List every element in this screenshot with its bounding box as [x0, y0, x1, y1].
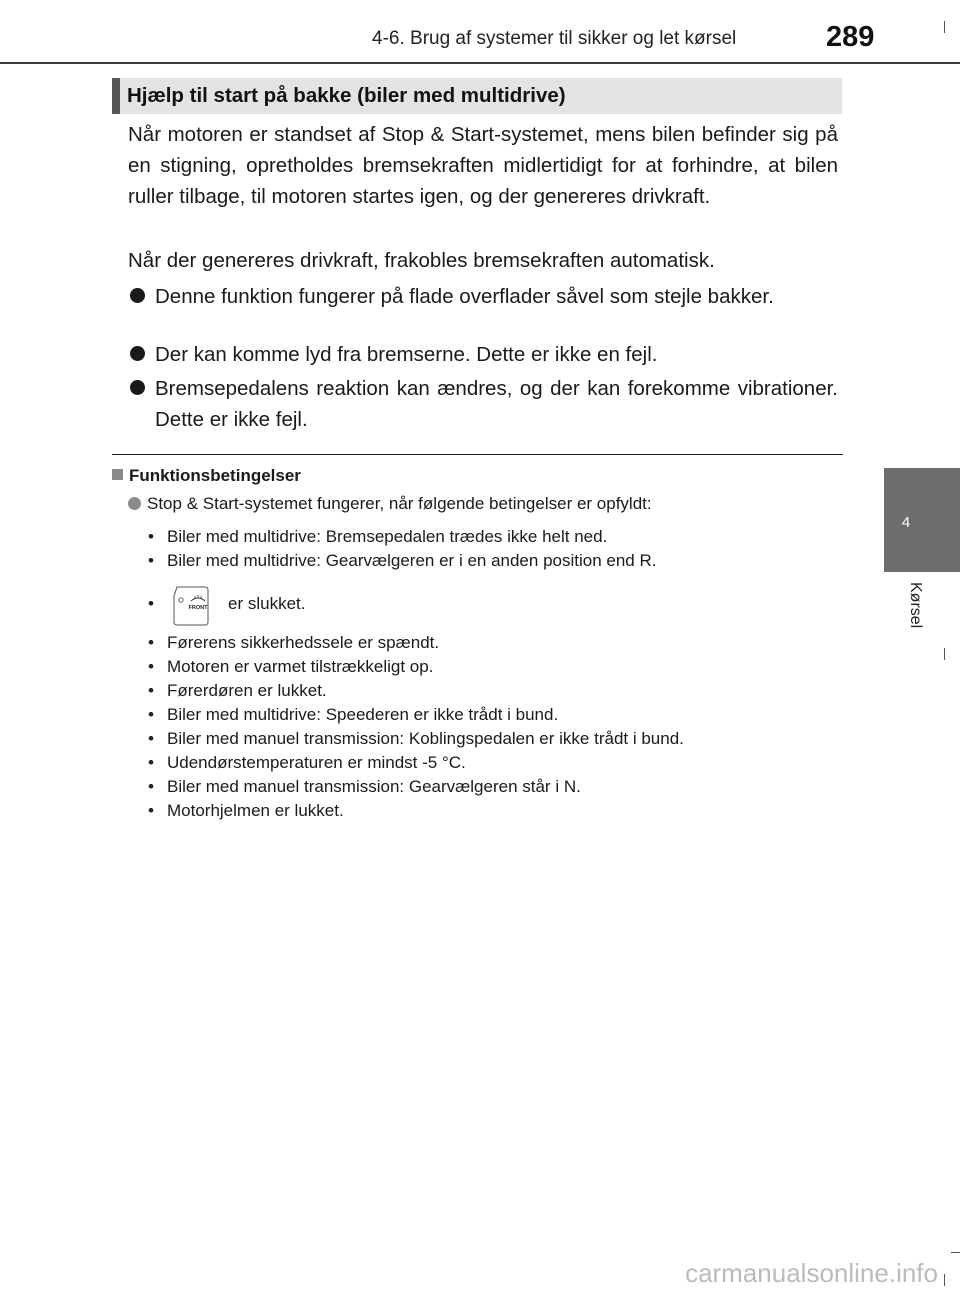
bullet-item [130, 339, 838, 370]
chapter-label [904, 582, 924, 642]
condition-item: • Biler med manuel transmission: Koblingspedalen er ikke trådt i bund. [148, 727, 684, 751]
conditions-intro [128, 494, 652, 514]
condition-item: • Biler med multidrive: Gearvælgeren er i en anden position end R. [148, 549, 656, 573]
section-heading-text: Hjælp til start på bakke (biler med multidrive) [127, 84, 566, 107]
chapter-section-title: 4-6. Brug af systemer til sikker og let kørsel [372, 28, 737, 49]
bullet-dot-icon [130, 288, 145, 303]
condition-item: • Motoren er varmet tilstrækkeligt op. [148, 655, 684, 679]
chapter-label-text: Kørsel [907, 582, 924, 629]
bullet-dot-icon [130, 380, 145, 395]
paragraph: Når motoren er standset af Stop & Start-systemet, mens bilen befinder sig på en stigning, opretholdes bremsekraften midlertidigt for at forhindre, at bilen ruller tilbage, til motoren startes igen, og der genereres drivkraft. [128, 123, 838, 208]
subsection-heading-text: Funktionsbetingelser [129, 466, 301, 485]
condition-item-text: er slukket. [228, 594, 306, 613]
circle-bullet-icon [128, 497, 141, 510]
condition-item: • Førerens sikkerhedssele er spændt. [148, 631, 684, 655]
condition-item: • Biler med multidrive: Speederen er ikke trådt i bund. [148, 703, 684, 727]
front-defroster-switch-icon [169, 586, 209, 626]
bullet-dot-icon [130, 346, 145, 361]
watermark: carmanualsonline.info [685, 1258, 938, 1288]
bullet-item [130, 281, 838, 312]
trim-mark [944, 1274, 945, 1286]
bullet-text: Bremsepedalens reaktion kan ændres, og der kan forekomme vibrationer. Dette er ikke fejl. [155, 377, 838, 431]
square-bullet-icon [112, 469, 123, 480]
header-divider [0, 62, 960, 64]
bullet-symbol: • [148, 594, 154, 613]
page-number: 289 [826, 21, 875, 53]
section-divider [112, 454, 843, 455]
condition-item: • Biler med multidrive: Bremsepedalen trædes ikke helt ned. [148, 525, 656, 549]
paragraph: Når der genereres drivkraft, frakobles bremsekraften automatisk. [128, 249, 715, 272]
trim-mark [944, 21, 945, 33]
trim-mark [944, 648, 945, 660]
trim-mark [951, 1252, 960, 1253]
bullet-text: Denne funktion fungerer på flade overflader såvel som stejle bakker. [155, 285, 774, 308]
subsection-heading [112, 466, 301, 486]
switch-icon-label: FRONT [188, 605, 208, 611]
condition-item: • Motorhjelmen er lukket. [148, 799, 684, 823]
heading-accent-bar [112, 78, 120, 114]
bullet-item [130, 373, 838, 435]
condition-item: • Udendørstemperaturen er mindst -5 °C. [148, 751, 684, 775]
condition-item: • Førerdøren er lukket. [148, 679, 684, 703]
conditions-list [148, 631, 684, 823]
conditions-intro-text: Stop & Start-systemet fungerer, når følgende betingelser er opfyldt: [147, 494, 652, 513]
bullet-text: Der kan komme lyd fra bremserne. Dette er ikke en fejl. [155, 343, 658, 366]
conditions-list [148, 525, 656, 573]
condition-item: • Biler med manuel transmission: Gearvælgeren står i N. [148, 775, 684, 799]
chapter-number: 4 [901, 514, 911, 531]
section-heading [112, 78, 842, 114]
